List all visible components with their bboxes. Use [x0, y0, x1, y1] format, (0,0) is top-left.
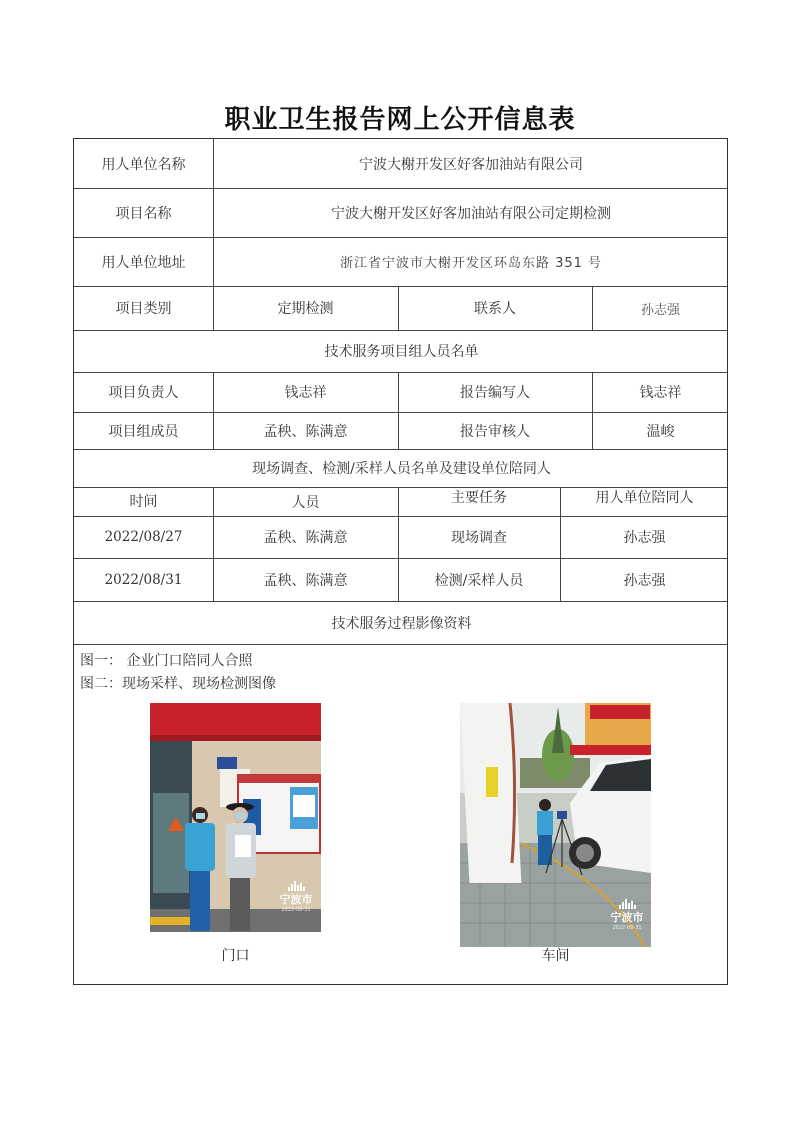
project-type-label: 项目类别 [115, 301, 172, 317]
skyline-icon [605, 899, 649, 909]
reviewer-label: 报告审核人 [460, 423, 530, 440]
col-header-date: 时间 [129, 494, 158, 510]
photo-workshop [460, 703, 651, 947]
team-section-title: 技术服务项目组人员名单 [324, 344, 479, 360]
contact-label: 联系人 [474, 301, 516, 317]
field-row-2-date: 2022/08/31 [104, 571, 183, 588]
employer-name-value: 宁波大榭开发区好客加油站有限公司 [359, 156, 583, 173]
info-table [73, 138, 728, 985]
field-row-2-staff: 孟秧、陈满意 [263, 572, 348, 589]
col-header-escort: 用人单位陪同人 [595, 490, 694, 506]
members-label: 项目组成员 [108, 423, 179, 440]
photo-workshop-label: 车间 [541, 948, 570, 964]
col-header-task: 主要任务 [451, 490, 507, 506]
members-value: 孟秧、陈满意 [263, 423, 348, 440]
caption-figure-1: 图一： 企业门口陪同人合照 [80, 653, 253, 669]
employer-address-value: 浙江省宁波市大榭开发区环岛东路 351 号 [339, 256, 603, 271]
photo-entrance-label: 门口 [221, 948, 250, 964]
field-row-1-staff: 孟秧、陈满意 [263, 530, 348, 546]
leader-value: 钱志祥 [284, 385, 327, 401]
reviewer-value: 温峻 [646, 423, 675, 440]
photo-entrance [150, 703, 321, 932]
page-title: 职业卫生报告网上公开信息表 [224, 105, 576, 135]
field-work-section-title: 现场调查、检测/采样人员名单及建设单位陪同人 [252, 461, 551, 477]
project-type-value: 定期检测 [277, 301, 334, 317]
employer-name-label: 用人单位名称 [101, 156, 186, 173]
row-divider [74, 644, 727, 645]
field-row-1-escort: 孙志强 [623, 530, 666, 546]
contact-value: 孙志强 [640, 302, 680, 318]
col-header-staff: 人员 [291, 495, 320, 511]
field-row-2-escort: 孙志强 [623, 572, 666, 589]
field-row-1-date: 2022/08/27 [104, 529, 183, 545]
employer-address-label: 用人单位地址 [101, 254, 186, 271]
photo-watermark: 宁波市 2022-08-31 [605, 899, 649, 931]
project-name-label: 项目名称 [115, 205, 172, 222]
caption-figure-2: 图二：现场采样、现场检测图像 [80, 676, 276, 692]
writer-value: 钱志祥 [639, 385, 682, 401]
leader-label: 项目负责人 [108, 385, 179, 401]
photo-watermark: 宁波市 2022-08-31 [274, 881, 318, 913]
field-row-2-task: 检测/采样人员 [434, 572, 524, 589]
field-row-1-task: 现场调查 [451, 530, 507, 546]
images-section-title: 技术服务过程影像资料 [331, 615, 472, 632]
writer-label: 报告编写人 [460, 385, 530, 401]
project-name-value: 宁波大榭开发区好客加油站有限公司定期检测 [331, 205, 611, 222]
skyline-icon [274, 881, 318, 891]
